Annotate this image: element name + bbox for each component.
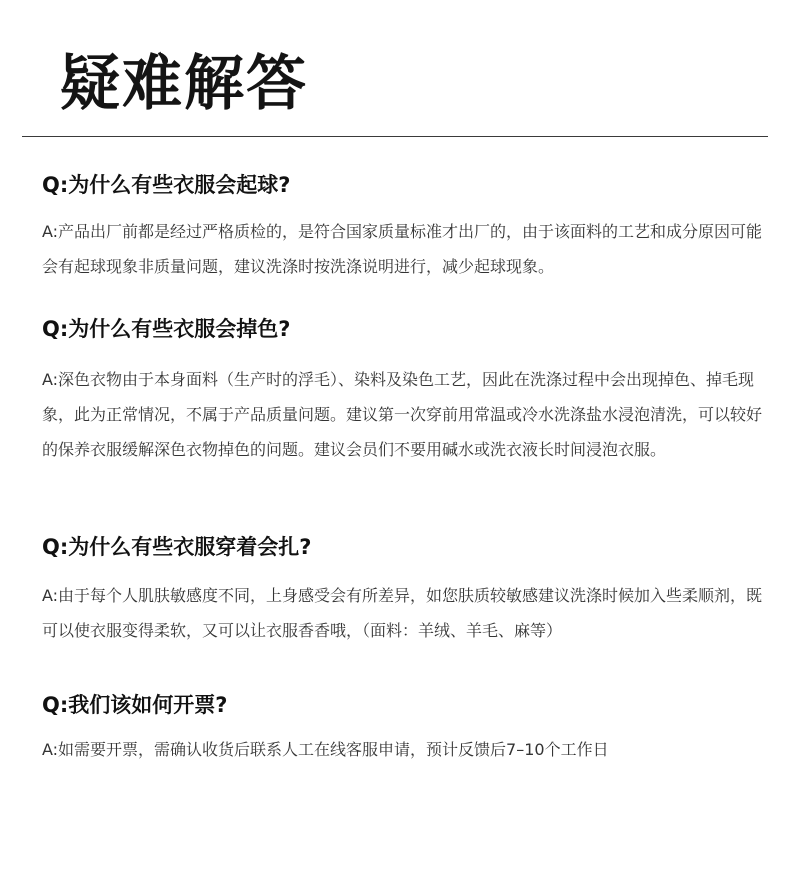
faq-item-itchiness <box>42 532 766 648</box>
faq-answer: A:如需要开票，需确认收货后联系人工在线客服申请，预计反馈后7–10个工作日 <box>42 740 609 759</box>
faq-answer: A:由于每个人肌肤敏感度不同，上身感受会有所差异，如您肤质较敏感建议洗涤时候加入些柔顺剂，既可以使衣服变得柔软，又可以让衣服香香哦，（面料：羊绒、羊毛、麻等） <box>42 586 763 640</box>
faq-item-pilling <box>42 170 766 284</box>
faq-question: Q:为什么有些衣服会掉色? <box>42 317 291 341</box>
faq-item-invoice <box>42 690 766 767</box>
faq-question: Q:为什么有些衣服会起球? <box>42 173 291 197</box>
faq-item-color-fading <box>42 314 766 467</box>
faq-answer: A:深色衣物由于本身面料（生产时的浮毛）、染料及染色工艺，因此在洗涤过程中会出现掉色、掉毛现象，此为正常情况，不属于产品质量问题。建议第一次穿前用常温或冷水洗涤盐水浸泡清洗，可以较好的保养衣服缓解深色衣物掉色的问题。建议会员们不要用碱水或洗衣液长时间浸泡衣服。 <box>42 370 763 459</box>
faq-question: Q:为什么有些衣服穿着会扎? <box>42 535 312 559</box>
faq-question: Q:我们该如何开票? <box>42 693 228 717</box>
faq-answer: A:产品出厂前都是经过严格质检的，是符合国家质量标准才出厂的，由于该面料的工艺和成分原因可能会有起球现象非质量问题，建议洗涤时按洗涤说明进行，减少起球现象。 <box>42 222 763 276</box>
page-title: 疑难解答 <box>60 49 308 119</box>
